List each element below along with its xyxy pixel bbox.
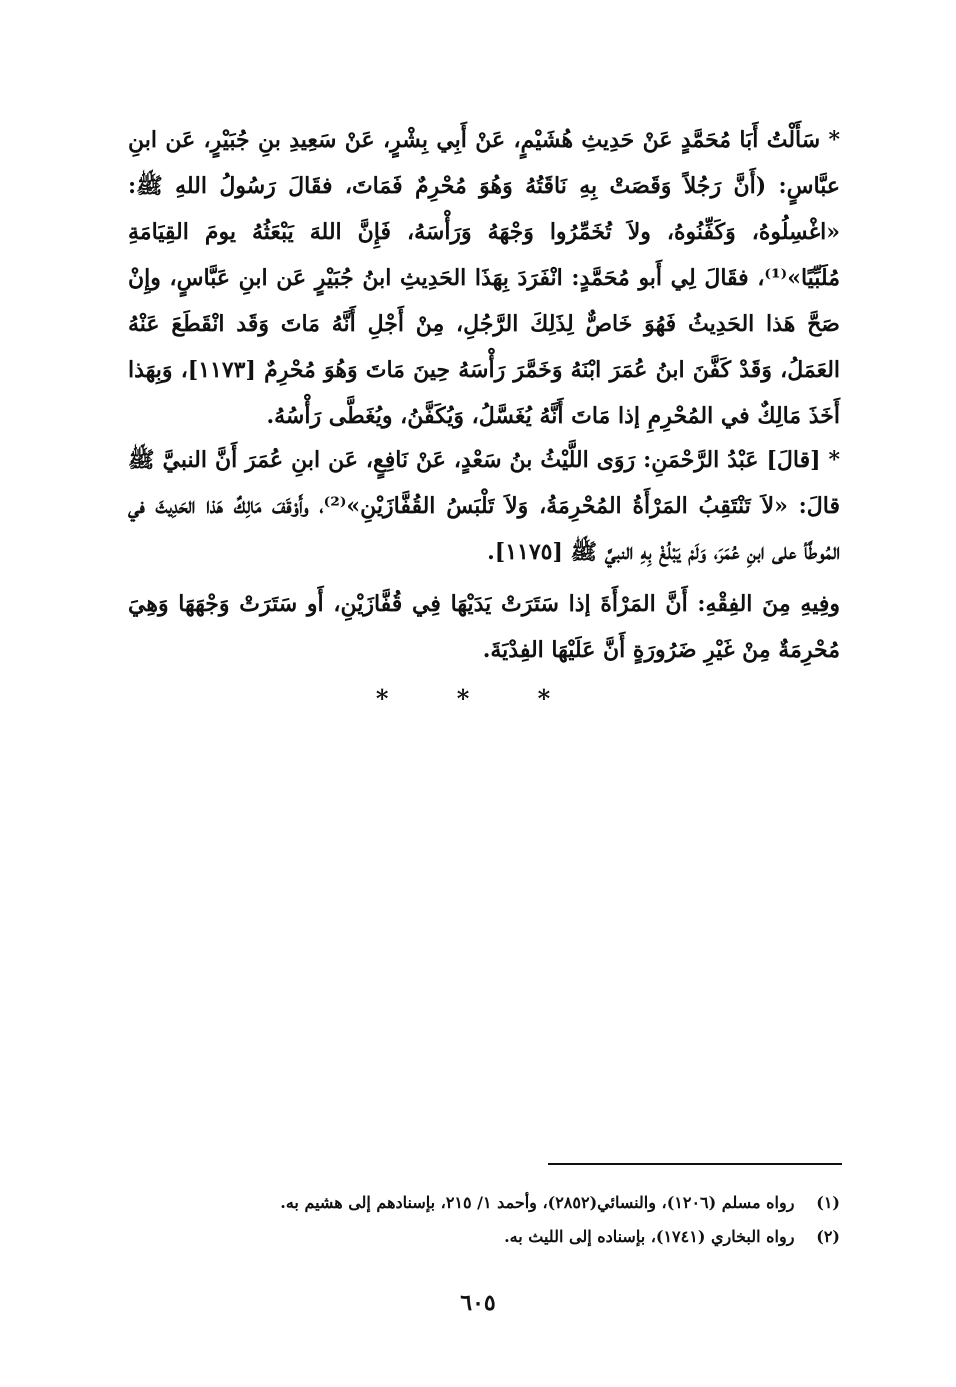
paragraph-2: * [قالَ] عَبْدُ الرَّحْمَنِ: رَوَى اللَّيْثُ بنُ سَعْدٍ، عَنْ نَافِعٍ، عَن ابنِ عُمَرَ أَنَّ النبيَّ ﷺ قالَ: «لاَ تَنْتَقِبُ المَرْأَةُ المُحْرِمَةُ، وَلاَ تَلْبَسُ القُفَّازَيْنِ»⁽²⁾، وأَوْقَفَ مَالِكٌ هَذا الحَدِيثَ في المُوطَّأ على ابنِ عُمَرَ، وَلَمْ يَبْلُغْ بِهِ النبيَّ ﷺ [١١٧٥]. xyxy=(128,447,840,565)
footnote-2 xyxy=(128,1220,840,1254)
section-separator: * * * xyxy=(375,684,581,713)
paragraph-3: وفِيهِ مِنَ الفِقْهِ: أَنَّ المَرْأَةَ إذا سَتَرَتْ يَدَيْهَا فِي قُفَّازَيْنِ، أَو سَتَرَتْ وَجْهَهَا وَهِيَ مُحْرِمَةٌ مِنْ غَيْرِ ضَرُورَةٍ أَنَّ عَلَيْهَا الفِدْيَةَ. xyxy=(128,591,840,663)
paragraph-1: * سَأَلْتُ أَبَا مُحَمَّدٍ عَنْ حَدِيثِ هُشَيْمٍ، عَنْ أَبِي بِشْرٍ، عَنْ سَعِيدِ بنِ جُبَيْرٍ، عَن ابنِ عبَّاسٍ: (أَنَّ رَجُلاً وَقَصَتْ بِهِ نَاقَتُهُ وَهُوَ مُحْرِمٌ فَمَاتَ، فقَالَ رَسُولُ اللهِ ﷺ: «اغْسِلُوهُ، وَكَفِّنُوهُ، ولاَ تُخَمِّرُوا وَجْهَهُ وَرَأْسَهُ، فَإِنَّ اللهَ يَبْعَثُهُ يومَ القِيَامَةِ مُلَبِّيًا»⁽¹⁾، فقَالَ لِي أَبو مُحَمَّدٍ: انْفَرَدَ بِهَذَا الحَدِيثِ ابنُ جُبَيْرٍ عَن ابنِ عَبَّاسٍ، وإِنْ صَحَّ هَذا الحَدِيثُ فَهُوَ خَاصٌّ لِذَلِكَ الرَّجُلِ، مِنْ أَجْلِ أَنَّهُ مَاتَ وَقَد انْقَطَعَ عَنْهُ العَمَلُ، وَقَدْ كَفَّنَ ابنُ عُمَرَ ابْنَهُ وَخَمَّرَ رَأْسَهُ حِينَ مَاتَ وَهُوَ مُحْرِمٌ [١١٧٣]، وَبِهَذا أَخَذَ مَالِكٌ في المُحْرِمِ إذا مَاتَ أَنَّهُ يُغَسَّلُ، وَيُكَفَّنُ، ويُغَطَّى رَأْسُهُ. xyxy=(128,127,841,429)
footnote-2-number: (٢) xyxy=(816,1227,840,1246)
footnote-1-number: (١) xyxy=(816,1193,840,1212)
footnote-1 xyxy=(128,1186,840,1220)
page-number: ٦٠٥ xyxy=(460,1290,496,1316)
footnote-1-text: رواه مسلم (١٢٠٦)، والنسائي(٢٨٥٢)، وأحمد ١/ ٢١٥، بإسنادهم إلى هشيم به. xyxy=(280,1193,795,1212)
footnote-2-text: رواه البخاري (١٧٤١)، بإسناده إلى الليث به. xyxy=(504,1227,795,1246)
footnotes xyxy=(128,1186,840,1254)
footnote-divider xyxy=(548,1163,842,1165)
